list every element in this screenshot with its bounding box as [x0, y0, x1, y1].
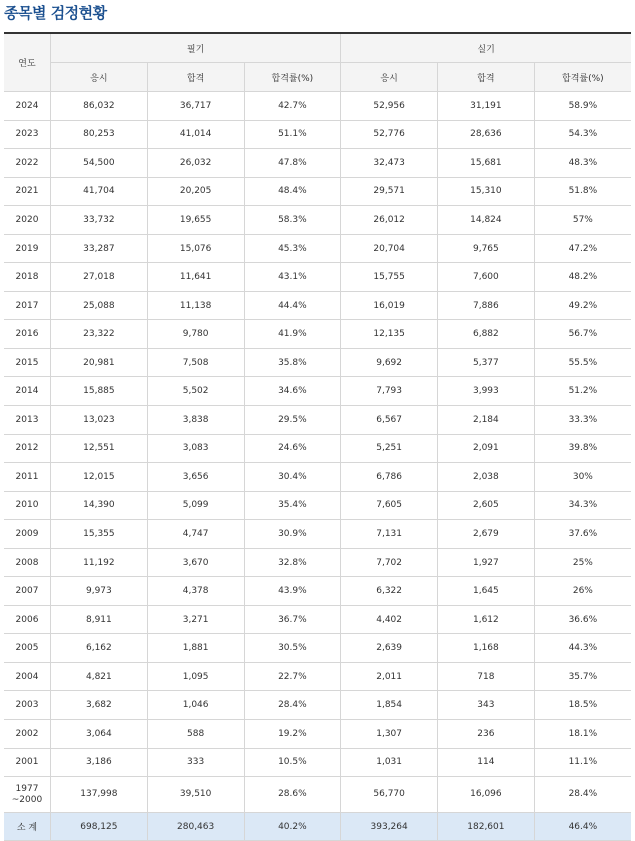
cell-year: 2019 [4, 234, 51, 263]
cell-year: 2013 [4, 406, 51, 435]
header-practical-passed: 합격 [438, 63, 535, 92]
cell-practical-applicants: 7,605 [341, 491, 438, 520]
table-row [4, 406, 631, 435]
cell-practical-applicants: 7,793 [341, 377, 438, 406]
cell-practical-applicants: 9,692 [341, 348, 438, 377]
cell-written-rate: 28.4% [244, 691, 341, 720]
cell-practical-passed: 2,184 [438, 406, 535, 435]
cell-practical-passed: 14,824 [438, 206, 535, 235]
cell-written-passed: 3,838 [147, 406, 244, 435]
cell-practical-rate: 56.7% [534, 320, 631, 349]
cell-practical-rate: 26% [534, 577, 631, 606]
cell-practical-rate: 11.1% [534, 748, 631, 777]
cell-practical-applicants: 7,131 [341, 520, 438, 549]
cell-practical-applicants: 32,473 [341, 149, 438, 178]
cell-written-rate: 30.9% [244, 520, 341, 549]
cell-written-passed: 41,014 [147, 120, 244, 149]
cell-written-applicants: 12,015 [51, 463, 148, 492]
cell-written-applicants: 12,551 [51, 434, 148, 463]
header-practical-applicants: 응시 [341, 63, 438, 92]
total-written-passed: 280,463 [147, 813, 244, 841]
cell-practical-applicants: 1,854 [341, 691, 438, 720]
cell-written-passed: 36,717 [147, 92, 244, 121]
table-row [4, 120, 631, 149]
cell-practical-applicants: 4,402 [341, 605, 438, 634]
cell-written-rate: 10.5% [244, 748, 341, 777]
cell-practical-applicants: 6,322 [341, 577, 438, 606]
cell-practical-passed: 6,882 [438, 320, 535, 349]
cell-practical-applicants: 1,307 [341, 720, 438, 749]
cell-year: 2012 [4, 434, 51, 463]
cell-practical-passed: 7,600 [438, 263, 535, 292]
table-row [4, 206, 631, 235]
cell-written-passed: 19,655 [147, 206, 244, 235]
cell-practical-rate: 28.4% [534, 777, 631, 813]
cell-year: 2003 [4, 691, 51, 720]
cell-written-rate: 41.9% [244, 320, 341, 349]
cell-written-passed: 11,138 [147, 291, 244, 320]
cell-written-passed: 20,205 [147, 177, 244, 206]
cell-written-applicants: 33,287 [51, 234, 148, 263]
cell-written-rate: 43.9% [244, 577, 341, 606]
table-row [4, 92, 631, 121]
cell-written-rate: 43.1% [244, 263, 341, 292]
table-row [4, 320, 631, 349]
cell-practical-passed: 9,765 [438, 234, 535, 263]
cell-written-passed: 15,076 [147, 234, 244, 263]
cell-written-rate: 42.7% [244, 92, 341, 121]
cell-written-passed: 3,271 [147, 605, 244, 634]
page-title: 종목별 검정현황 [4, 4, 107, 22]
cell-year: 2004 [4, 662, 51, 691]
cell-year: 2021 [4, 177, 51, 206]
cell-written-passed: 1,046 [147, 691, 244, 720]
cell-practical-passed: 28,636 [438, 120, 535, 149]
cell-written-rate: 45.3% [244, 234, 341, 263]
cell-written-rate: 30.5% [244, 634, 341, 663]
cell-written-applicants: 137,998 [51, 777, 148, 813]
cell-written-passed: 4,378 [147, 577, 244, 606]
cell-written-applicants: 20,981 [51, 348, 148, 377]
cell-written-passed: 4,747 [147, 520, 244, 549]
table-row [4, 548, 631, 577]
cell-written-applicants: 6,162 [51, 634, 148, 663]
cell-practical-rate: 37.6% [534, 520, 631, 549]
cell-written-applicants: 3,186 [51, 748, 148, 777]
cell-year: 2002 [4, 720, 51, 749]
cell-year: 2014 [4, 377, 51, 406]
cell-year: 2007 [4, 577, 51, 606]
cell-written-passed: 9,780 [147, 320, 244, 349]
cell-practical-passed: 1,645 [438, 577, 535, 606]
cell-written-applicants: 8,911 [51, 605, 148, 634]
cell-written-applicants: 15,885 [51, 377, 148, 406]
header-year: 연도 [4, 33, 51, 92]
table-row [4, 234, 631, 263]
cell-practical-applicants: 52,956 [341, 92, 438, 121]
table-row [4, 577, 631, 606]
cell-written-rate: 36.7% [244, 605, 341, 634]
cell-written-passed: 5,502 [147, 377, 244, 406]
cell-practical-applicants: 1,031 [341, 748, 438, 777]
cell-practical-applicants: 6,786 [341, 463, 438, 492]
cell-practical-applicants: 52,776 [341, 120, 438, 149]
cell-year: 2001 [4, 748, 51, 777]
total-practical-rate: 46.4% [534, 813, 631, 841]
cell-practical-passed: 1,927 [438, 548, 535, 577]
cell-written-applicants: 33,732 [51, 206, 148, 235]
table-row [4, 691, 631, 720]
cell-practical-passed: 7,886 [438, 291, 535, 320]
cell-practical-applicants: 16,019 [341, 291, 438, 320]
cell-practical-rate: 25% [534, 548, 631, 577]
cell-practical-applicants: 12,135 [341, 320, 438, 349]
table-row [4, 491, 631, 520]
cell-practical-rate: 58.9% [534, 92, 631, 121]
cell-practical-rate: 48.3% [534, 149, 631, 178]
cell-written-passed: 1,095 [147, 662, 244, 691]
cell-written-applicants: 25,088 [51, 291, 148, 320]
header-practical-rate: 합격률(%) [534, 63, 631, 92]
cell-year: 2022 [4, 149, 51, 178]
cell-practical-passed: 5,377 [438, 348, 535, 377]
cell-written-rate: 35.8% [244, 348, 341, 377]
header-written: 필기 [51, 33, 341, 63]
table-row [4, 463, 631, 492]
cell-written-passed: 333 [147, 748, 244, 777]
cell-written-applicants: 3,682 [51, 691, 148, 720]
cell-practical-passed: 2,091 [438, 434, 535, 463]
cell-year: 2005 [4, 634, 51, 663]
cell-written-rate: 48.4% [244, 177, 341, 206]
cell-written-rate: 24.6% [244, 434, 341, 463]
cell-written-passed: 39,510 [147, 777, 244, 813]
cell-written-rate: 35.4% [244, 491, 341, 520]
cell-practical-rate: 39.8% [534, 434, 631, 463]
table-row [4, 149, 631, 178]
cell-practical-passed: 114 [438, 748, 535, 777]
cell-written-rate: 32.8% [244, 548, 341, 577]
total-row [4, 813, 631, 841]
cell-practical-passed: 16,096 [438, 777, 535, 813]
cell-practical-applicants: 7,702 [341, 548, 438, 577]
cell-written-applicants: 23,322 [51, 320, 148, 349]
cell-written-passed: 5,099 [147, 491, 244, 520]
cell-year: 2011 [4, 463, 51, 492]
table-row [4, 263, 631, 292]
cell-written-applicants: 9,973 [51, 577, 148, 606]
cell-written-applicants: 13,023 [51, 406, 148, 435]
cell-practical-rate: 44.3% [534, 634, 631, 663]
header-written-applicants: 응시 [51, 63, 148, 92]
table-row [4, 605, 631, 634]
header-practical: 실기 [341, 33, 631, 63]
cell-practical-applicants: 5,251 [341, 434, 438, 463]
total-practical-passed: 182,601 [438, 813, 535, 841]
cell-practical-passed: 2,038 [438, 463, 535, 492]
total-label: 소 계 [4, 813, 51, 841]
cell-written-passed: 26,032 [147, 149, 244, 178]
cell-written-passed: 3,083 [147, 434, 244, 463]
cell-practical-applicants: 2,011 [341, 662, 438, 691]
cell-practical-applicants: 2,639 [341, 634, 438, 663]
cell-year: 2010 [4, 491, 51, 520]
header-written-passed: 합격 [147, 63, 244, 92]
cell-practical-rate: 34.3% [534, 491, 631, 520]
table-header-row [4, 33, 631, 63]
cell-practical-rate: 35.7% [534, 662, 631, 691]
cell-year: 2009 [4, 520, 51, 549]
cell-year: 2023 [4, 120, 51, 149]
cell-written-rate: 30.4% [244, 463, 341, 492]
cell-written-applicants: 27,018 [51, 263, 148, 292]
cell-practical-passed: 236 [438, 720, 535, 749]
table-row [4, 291, 631, 320]
header-written-rate: 합격률(%) [244, 63, 341, 92]
cell-practical-passed: 718 [438, 662, 535, 691]
cell-written-applicants: 14,390 [51, 491, 148, 520]
cell-written-rate: 34.6% [244, 377, 341, 406]
cell-practical-applicants: 20,704 [341, 234, 438, 263]
cell-written-applicants: 4,821 [51, 662, 148, 691]
cell-written-rate: 19.2% [244, 720, 341, 749]
cell-year: 2018 [4, 263, 51, 292]
cell-practical-rate: 30% [534, 463, 631, 492]
cell-written-rate: 44.4% [244, 291, 341, 320]
cell-written-rate: 22.7% [244, 662, 341, 691]
table-row [4, 520, 631, 549]
cell-practical-passed: 3,993 [438, 377, 535, 406]
cell-practical-rate: 51.2% [534, 377, 631, 406]
cell-practical-applicants: 15,755 [341, 263, 438, 292]
cell-practical-rate: 18.1% [534, 720, 631, 749]
cell-practical-passed: 2,679 [438, 520, 535, 549]
cell-practical-passed: 343 [438, 691, 535, 720]
table-body [4, 92, 631, 813]
cell-written-applicants: 41,704 [51, 177, 148, 206]
cell-practical-rate: 55.5% [534, 348, 631, 377]
cell-written-applicants: 15,355 [51, 520, 148, 549]
cell-written-passed: 1,881 [147, 634, 244, 663]
table-row [4, 434, 631, 463]
cell-practical-passed: 1,612 [438, 605, 535, 634]
cell-practical-applicants: 26,012 [341, 206, 438, 235]
cell-practical-rate: 33.3% [534, 406, 631, 435]
cell-year: 2020 [4, 206, 51, 235]
cell-practical-passed: 31,191 [438, 92, 535, 121]
cell-written-rate: 58.3% [244, 206, 341, 235]
cell-practical-applicants: 29,571 [341, 177, 438, 206]
cell-practical-rate: 54.3% [534, 120, 631, 149]
cell-written-applicants: 80,253 [51, 120, 148, 149]
cell-practical-rate: 51.8% [534, 177, 631, 206]
table-row [4, 748, 631, 777]
cell-year: 2024 [4, 92, 51, 121]
cell-year: 2016 [4, 320, 51, 349]
cell-written-applicants: 86,032 [51, 92, 148, 121]
cell-practical-passed: 2,605 [438, 491, 535, 520]
cell-year: 2006 [4, 605, 51, 634]
cell-written-applicants: 11,192 [51, 548, 148, 577]
cell-year: 2015 [4, 348, 51, 377]
cell-written-applicants: 54,500 [51, 149, 148, 178]
cell-practical-rate: 49.2% [534, 291, 631, 320]
cell-written-rate: 28.6% [244, 777, 341, 813]
table-subheader-row [4, 63, 631, 92]
exam-status-table [4, 32, 631, 841]
cell-practical-rate: 48.2% [534, 263, 631, 292]
table-row [4, 662, 631, 691]
cell-written-rate: 51.1% [244, 120, 341, 149]
cell-practical-passed: 1,168 [438, 634, 535, 663]
cell-written-passed: 3,656 [147, 463, 244, 492]
cell-written-applicants: 3,064 [51, 720, 148, 749]
table-row [4, 348, 631, 377]
table-row [4, 634, 631, 663]
table-row [4, 777, 631, 813]
cell-written-passed: 7,508 [147, 348, 244, 377]
cell-written-passed: 11,641 [147, 263, 244, 292]
cell-written-rate: 29.5% [244, 406, 341, 435]
cell-year: 2008 [4, 548, 51, 577]
total-written-rate: 40.2% [244, 813, 341, 841]
cell-practical-applicants: 6,567 [341, 406, 438, 435]
cell-year: 2017 [4, 291, 51, 320]
table-row [4, 377, 631, 406]
cell-written-rate: 47.8% [244, 149, 341, 178]
table-row [4, 177, 631, 206]
cell-written-passed: 588 [147, 720, 244, 749]
cell-practical-rate: 36.6% [534, 605, 631, 634]
total-written-applicants: 698,125 [51, 813, 148, 841]
total-practical-applicants: 393,264 [341, 813, 438, 841]
cell-practical-rate: 47.2% [534, 234, 631, 263]
cell-practical-passed: 15,310 [438, 177, 535, 206]
table-row [4, 720, 631, 749]
cell-written-passed: 3,670 [147, 548, 244, 577]
cell-practical-passed: 15,681 [438, 149, 535, 178]
cell-practical-rate: 57% [534, 206, 631, 235]
cell-year: 1977 ~2000 [4, 777, 51, 813]
cell-practical-rate: 18.5% [534, 691, 631, 720]
cell-practical-applicants: 56,770 [341, 777, 438, 813]
